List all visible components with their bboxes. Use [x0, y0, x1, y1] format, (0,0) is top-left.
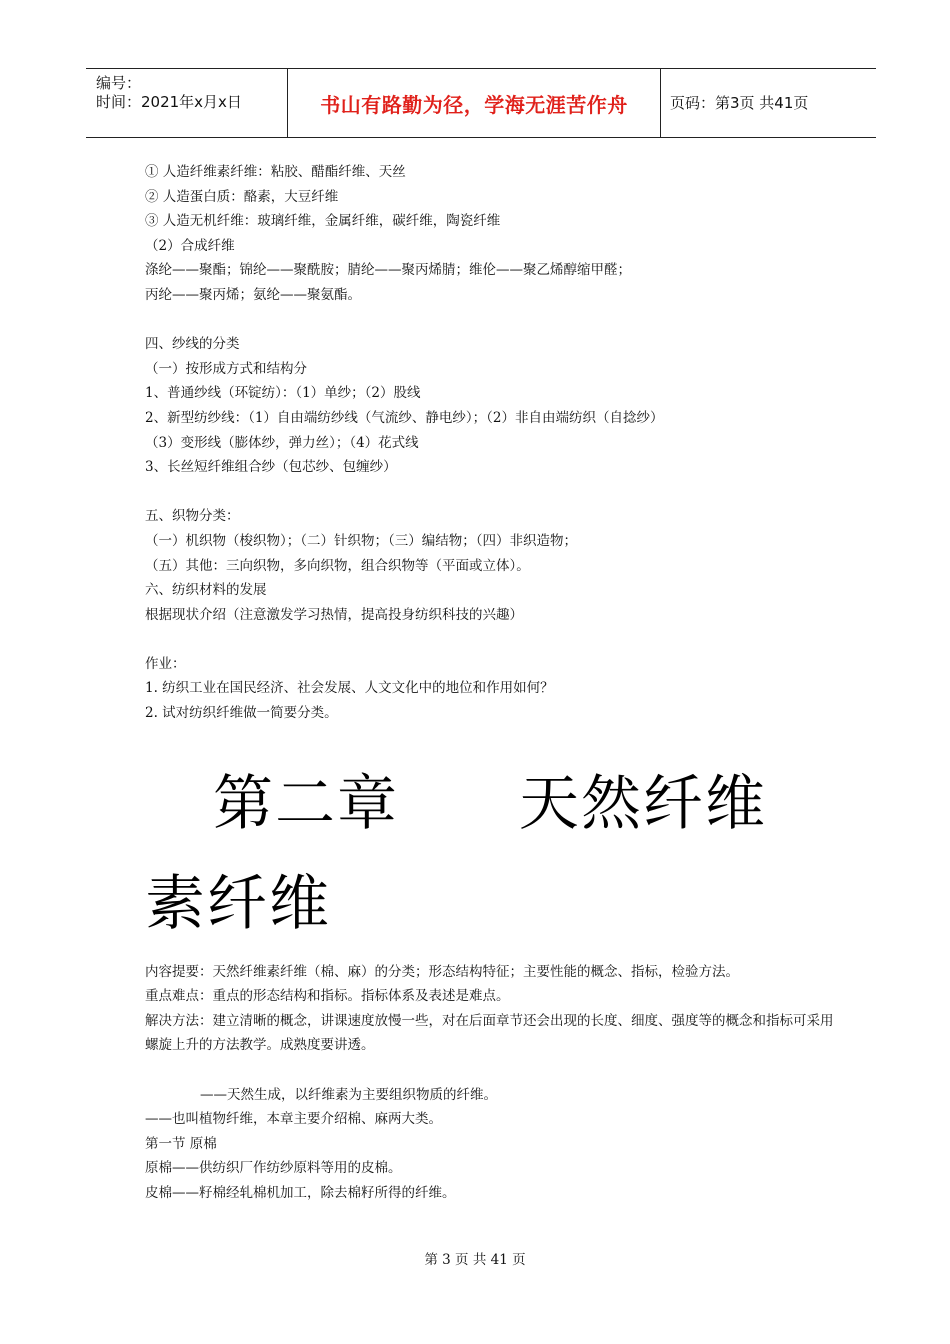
text-line: （2）合成纤维 — [145, 237, 235, 254]
definition-line: ——也叫植物纤维，本章主要介绍棉、麻两大类。 — [145, 1111, 442, 1128]
text-line: 涤纶——聚酯；锦纶——聚酰胺；腈纶——聚丙烯腈；维伦——聚乙烯醇缩甲醛； — [145, 262, 631, 279]
page-info: 页码：第3页 共41页 — [670, 94, 809, 112]
spacer — [145, 627, 835, 652]
text-line: 3、长丝短纤维组合纱（包芯纱、包缠纱） — [145, 459, 397, 476]
teaching-method: 解决方法：建立清晰的概念，讲课速度放慢一些，对在后面章节还会出现的长度、细度、强度等的概念和指标可采用螺旋上升的方法教学。成熟度要讲透。 — [145, 1012, 834, 1054]
text-line: 2、新型纺纱线：（1）自由端纺纱线（气流纱、静电纱）；（2）非自由端纺织（自捻纱） — [145, 409, 664, 426]
chapter-name-part1: 天然纤维 — [519, 768, 767, 839]
page-header — [86, 68, 876, 138]
page-footer — [0, 1248, 950, 1268]
text-line: 1、普通纱线（环锭纺）：（1）单纱；（2）股线 — [145, 385, 421, 402]
spacer — [145, 1058, 835, 1083]
text-line: 原棉——供纺织厂作纺纱原料等用的皮棉。 — [145, 1160, 402, 1177]
section-heading: 第一节 原棉 — [145, 1135, 217, 1152]
text-line: （一）机织物（梭织物）；（二）针织物；（三）编结物；（四）非织造物； — [145, 532, 577, 549]
text-line: ③ 人造无机纤维：玻璃纤维，金属纤维，碳纤维，陶瓷纤维 — [145, 213, 501, 230]
homework-item: 1. 纺织工业在国民经济、社会发展、人文文化中的地位和作用如何？ — [145, 680, 554, 697]
motto-text: 书山有路勤为径，学海无涯苦作舟 — [320, 93, 628, 117]
section-heading: 五、织物分类： — [145, 508, 240, 525]
content-summary: 内容提要：天然纤维素纤维（棉、麻）的分类；形态结构特征；主要性能的概念、指标，检验方法。 — [145, 963, 739, 980]
header-motto-cell — [287, 69, 661, 137]
text-line: ① 人造纤维素纤维：粘胶、醋酯纤维、天丝 — [145, 164, 406, 180]
serial-label: 编号： — [96, 74, 142, 92]
chapter-title — [145, 754, 835, 954]
spacer — [145, 308, 835, 333]
section-heading: 六、纺织材料的发展 — [145, 582, 267, 599]
document-body — [145, 160, 835, 1206]
chapter-number: 第二章 — [213, 768, 399, 839]
text-line: 根据现状介绍（注意激发学习热情，提高投身纺织科技的兴趣） — [145, 606, 523, 623]
homework-heading: 作业： — [145, 655, 186, 672]
text-line: （3）变形线（膨体纱，弹力丝）；（4）花式线 — [145, 434, 419, 451]
homework-item: 2. 试对纺织纤维做一简要分类。 — [145, 705, 338, 722]
header-page-cell — [660, 69, 876, 137]
text-line: 丙纶——聚丙烯；氨纶——聚氨酯。 — [145, 286, 361, 303]
definition-line: ——天然生成，以纤维素为主要组织物质的纤维。 — [200, 1086, 497, 1103]
section-heading: 四、纱线的分类 — [145, 336, 240, 353]
chapter-name-part2: 素纤维 — [145, 868, 331, 939]
spacer — [145, 480, 835, 505]
text-line: 皮棉——籽棉经轧棉机加工，除去棉籽所得的纤维。 — [145, 1185, 456, 1201]
text-line: ② 人造蛋白质：酪素，大豆纤维 — [145, 188, 339, 205]
time-label: 时间：2021年x月x日 — [96, 93, 242, 111]
text-line: （一）按形成方式和结构分 — [145, 360, 307, 377]
text-line: （五）其他：三向织物，多向织物，组合织物等（平面或立体）。 — [145, 557, 530, 574]
header-meta-cell — [86, 69, 287, 137]
key-points: 重点难点：重点的形态结构和指标。指标体系及表述是难点。 — [145, 988, 510, 1005]
footer-page-number: 第 3 页 共 41 页 — [424, 1252, 526, 1268]
